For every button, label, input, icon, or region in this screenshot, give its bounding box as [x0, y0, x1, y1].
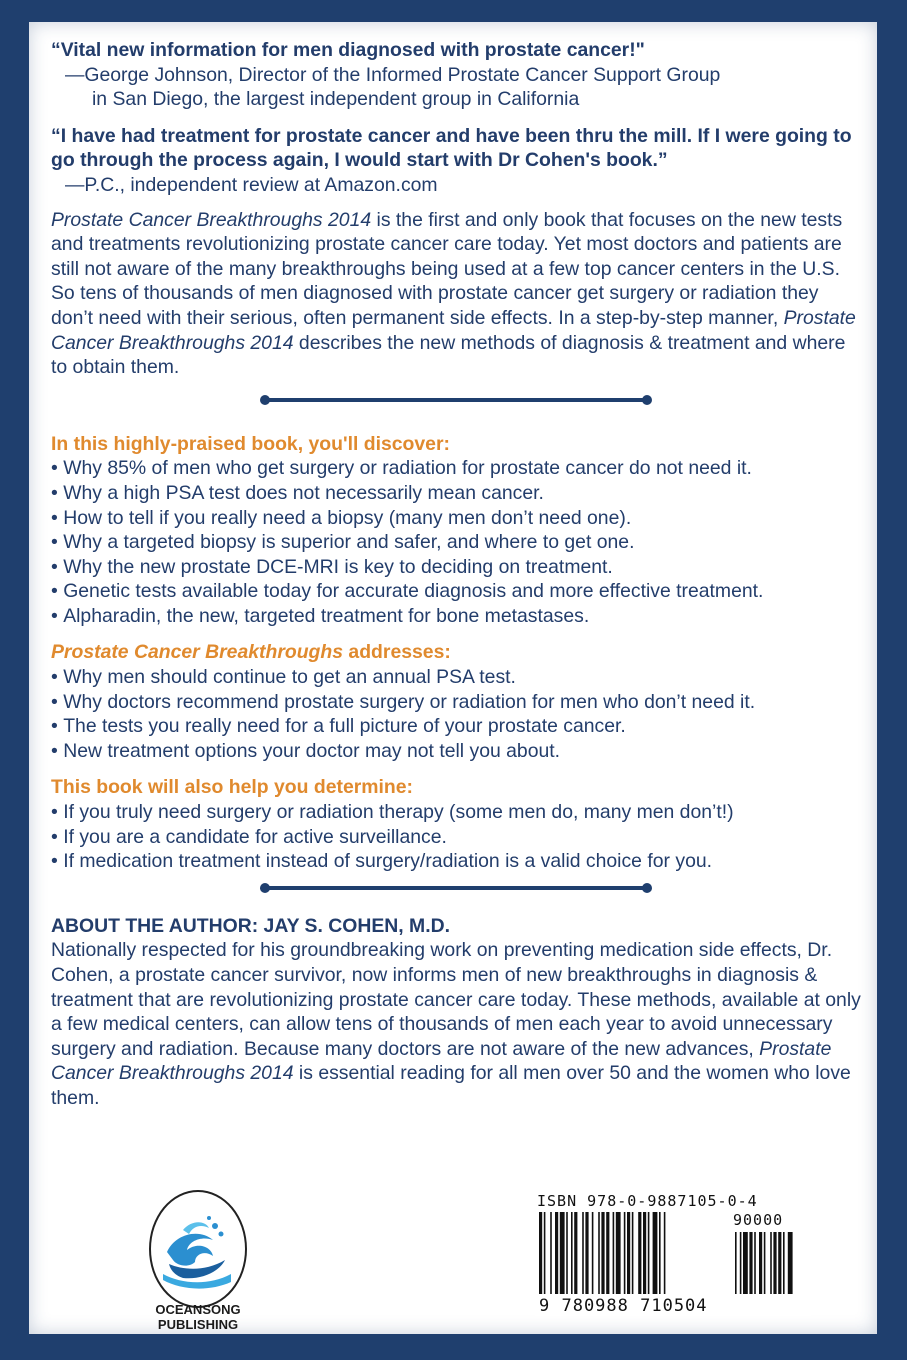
back-cover: [29, 22, 877, 1334]
isbn-barcode: [535, 1192, 811, 1316]
barcode-bar: [574, 1212, 577, 1294]
barcode-bar: [601, 1212, 604, 1294]
barcode-bar: [613, 1212, 615, 1294]
barcode-bar: [598, 1212, 600, 1294]
quote-1-attribution-line-2: in San Diego, the largest independent group in California: [92, 88, 580, 111]
list-item: • The tests you really need for a full picture of your prostate cancer.: [51, 714, 861, 739]
addon-bar: [754, 1232, 756, 1294]
barcode-bar: [544, 1212, 546, 1294]
addresses-list: [51, 665, 861, 763]
addon-bar: [735, 1232, 737, 1294]
addon-bar: [749, 1232, 752, 1294]
barcode-bar: [627, 1212, 630, 1294]
barcode-bar: [632, 1212, 634, 1294]
barcode-bar: [659, 1212, 661, 1294]
publisher-name-line-2: PUBLISHING: [157, 1317, 239, 1332]
quote-1: “Vital new information for men diagnosed with prostate cancer!": [51, 39, 645, 61]
list-item: • Alpharadin, the new, targeted treatment for bone metastases.: [51, 604, 861, 629]
barcode-bar: [571, 1212, 573, 1294]
barcode-bar: [664, 1212, 666, 1294]
quote-1-attribution-line-1: —George Johnson, Director of the Informed Prostate Cancer Support Group: [65, 63, 721, 86]
addresses-heading-title: Prostate Cancer Breakthroughs: [51, 641, 344, 664]
list-item: • How to tell if you really need a biopsy (many men don’t need one).: [51, 506, 861, 531]
section-divider-1: [266, 398, 646, 402]
barcode-bar: [566, 1212, 568, 1294]
author-book-title: Prostate Cancer Breakthroughs 2014: [51, 1037, 832, 1085]
publisher-name-line-1: OCEANSONG: [155, 1302, 241, 1317]
list-item: • If medication treatment instead of surgery/radiation is a valid choice for you.: [51, 849, 861, 874]
barcode-bar: [539, 1212, 542, 1294]
barcode-bar: [606, 1212, 609, 1294]
publisher-name: [123, 1302, 273, 1332]
cover-content: [51, 38, 861, 1111]
quote-2-attribution: —P.C., independent review at Amazon.com: [65, 173, 438, 196]
intro-book-title-2: Prostate Cancer Breakthroughs 2014: [51, 306, 856, 354]
quote-2: “I have had treatment for prostate cancer and have been thru the mill. If I were going to go through the process again, I would start with Dr Cohen's book.”: [51, 124, 852, 172]
intro-book-title: Prostate Cancer Breakthroughs 2014: [51, 208, 372, 231]
barcode-bar: [592, 1212, 594, 1294]
intro-text-2: describes the new methods of diagnosis & treatment and where to obtain them.: [51, 331, 846, 379]
author-text-2: is essential reading for all men over 50 and the women who love them.: [51, 1062, 851, 1109]
list-item: • Genetic tests available today for accurate diagnosis and more effective treatment.: [51, 579, 861, 604]
determine-heading: This book will also help you determine:: [51, 776, 414, 799]
discover-list: [51, 456, 861, 628]
publisher-logo: [139, 1190, 257, 1308]
list-item: • If you truly need surgery or radiation therapy (some men do, many men don’t!): [51, 800, 861, 825]
author-text-1: Nationally respected for his groundbreaking work on preventing medication side effects, Dr. Cohen, a prostate cancer survivor, now informs men of new breakthroughs in diagnosis & treatment that are revolutionizing prostate cancer care today. These methods, available at only a few medical centers, can allow tens of thousands of men each year to avoid unnecessary surgery and radiation. Because many doctors are not aware of the new advances,: [51, 939, 861, 1060]
intro-paragraph: [51, 208, 861, 380]
determine-list: [51, 800, 861, 874]
intro-text-1: is the first and only book that focuses on the new tests and treatments revolutionizing prostate cancer care today. Yet most doctors and patients are still not aware of the many breakthroughs being used at a few top cancer centers in the U.S. So tens of thousands of men diagnosed with prostate cancer get surgery or radiation they don’t need with their serious, often permanent side effects. In a step-by-step manner,: [51, 208, 843, 329]
list-item: • Why a targeted biopsy is superior and safer, and where to get one.: [51, 530, 861, 555]
barcode-bar: [585, 1212, 588, 1294]
barcode-bar: [582, 1212, 584, 1294]
barcode-bar: [550, 1212, 552, 1294]
list-item: • Why 85% of men who get surgery or radiation for prostate cancer do not need it.: [51, 456, 861, 481]
addon-bar: [778, 1232, 781, 1294]
barcode-bar: [643, 1212, 646, 1294]
list-item: • Why a high PSA test does not necessarily mean cancer.: [51, 481, 861, 506]
list-item: • Why doctors recommend prostate surgery or radiation for men who don’t need it.: [51, 690, 861, 715]
barcode-bar: [638, 1212, 641, 1294]
price-addon-text: 90000: [733, 1211, 784, 1229]
addon-bar: [770, 1232, 772, 1294]
barcode-bar: [648, 1212, 650, 1294]
barcode-bar: [624, 1212, 626, 1294]
barcode-bar: [555, 1212, 558, 1294]
addresses-heading: [51, 640, 861, 665]
author-heading: ABOUT THE AUTHOR: JAY S. COHEN, M.D.: [51, 914, 450, 937]
list-item: • Why men should continue to get an annual PSA test.: [51, 665, 861, 690]
addon-bar: [740, 1232, 742, 1294]
addresses-heading-rest: addresses:: [343, 641, 451, 664]
author-paragraph: [51, 938, 861, 1110]
isbn-text: ISBN 978-0-9887105-0-4: [537, 1192, 758, 1210]
addon-bar: [783, 1232, 785, 1294]
addon-bar: [764, 1232, 766, 1294]
addon-bar: [773, 1232, 776, 1294]
list-item: • Why the new prostate DCE-MRI is key to deciding on treatment.: [51, 555, 861, 580]
addon-bar: [759, 1232, 762, 1294]
section-divider-2: [266, 886, 646, 890]
barcode-bar: [653, 1212, 658, 1294]
discover-heading: In this highly-praised book, you'll discover:: [51, 432, 450, 455]
barcode-bar: [560, 1212, 565, 1294]
wave-icon: [139, 1190, 257, 1308]
addon-bar: [788, 1232, 793, 1294]
barcode-number: 9 780988 710504: [539, 1296, 708, 1316]
list-item: • New treatment options your doctor may not tell you about.: [51, 739, 861, 764]
barcode-bar: [616, 1212, 621, 1294]
addon-bar: [743, 1232, 748, 1294]
list-item: • If you are a candidate for active surveillance.: [51, 825, 861, 850]
